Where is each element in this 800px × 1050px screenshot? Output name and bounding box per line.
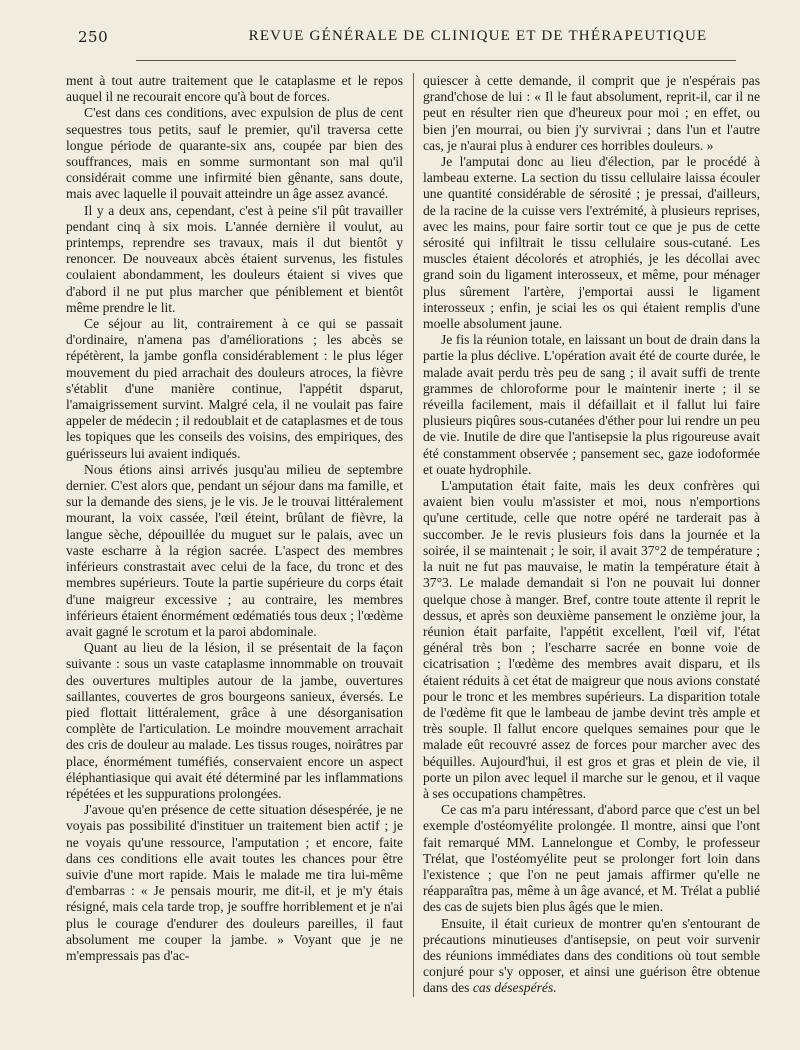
paragraph: Je l'amputai donc au lieu d'élection, par le procédé à lambeau externe. La section du tissu cellulaire laissa écouler une quantité considérable de sérosité ; je pressai, d'ailleurs, de la racine de la cuisse vers l'extrémité, à plusieurs reprises, avec les mains, pour faire sortir tout ce que je pus de cette sérosité qui infiltrait le tissu cellulaire sous-cutané. Les muscles étaient décolorés et atrophiés, je les décollai avec grand soin du ligament interosseux, et même, pour ménager plus sûrement l'artère, j'emportai aussi le ligament interosseux ; enfin, je sciai les os qui étaient remplis d'une moelle absolument jaune. xyxy=(423,154,760,332)
final-paragraph xyxy=(423,916,760,997)
final-paragraph-emphasis: cas désespérés. xyxy=(472,980,557,996)
page-header xyxy=(66,28,760,50)
paragraph: quiescer à cette demande, il comprit que je n'espérais pas grand'chose de lui : « Il le faut absolument, reprit-il, car il ne peut en résulter rien que d'heureux pour moi ; en effet, ou bien j'en mourrai, ou bien j'y survivrai ; dans l'un et l'autre cas, je n'aurai plus à endurer ces horribles douleurs. » xyxy=(423,73,760,153)
right-column xyxy=(413,73,760,997)
text-columns xyxy=(66,73,760,997)
paragraph: L'amputation était faite, mais les deux confrères qui avaient bien voulu m'assister et moi, nous n'emportions qu'une certitude, celle que notre opéré ne tarderait pas à succomber. Je le revis plusieurs fois dans la journée et la soirée, il se maintenait ; le soir, il avait 37°2 de température ; la nuit ne fut pas mauvaise, le matin la température était à 37°3. Le malade demandait si l'on ne pouvait lui donner quelque chose à manger. Bref, contre toute attente il reprit le dessus, et après son deuxième pansement le onzième jour, la réunion était parfaite, l'appétit excellent, l'œil vif, l'état général très bon ; l'escharre sacrée en bonne voie de cicatrisation ; l'œdème des membres avait disparu, et ils étaient réduits à cet état de maigreur que nous avions constaté pour le tronc et les membres supérieurs. La disparition totale de l'œdème fit que le lambeau de jambe devint très ample et très souple. Il fallut encore quelques semaines pour que le malade eût recouvré assez de forces pour marcher avec des béquilles. Aujourd'hui, il est gros et gras et plein de vie, il porte un pilon avec lequel il marche sur le genou, et il vaque à ses occupations champêtres. xyxy=(423,478,760,801)
header-rule xyxy=(136,60,736,61)
final-paragraph-text: Ensuite, il était curieux de montrer qu'en s'entourant de précautions minutieuses d'antisepsie, on peut voir survenir des réunions immédiates dans des conditions où tout semble conjuré pour s'y opposer, et ainsi une guérison être obtenue dans des xyxy=(423,915,760,996)
paragraph: ment à tout autre traitement que le cataplasme et le repos auquel il ne recourait encore qu'à bout de forces. xyxy=(66,73,403,105)
paragraph: Ce cas m'a paru intéressant, d'abord parce que c'est un bel exemple d'ostéomyélite prolongée. Il montre, ainsi que l'ont fait remarqué MM. Lannelongue et Comby, le professeur Trélat, que l'ostéomyélite peut se prolonger fort loin dans l'existence ; que l'on ne peut jamais affirmer qu'elle ne réapparaîtra pas, même à un âge avancé, et M. Trélat a publié des cas de sujets bien plus âgés que le mien. xyxy=(423,802,760,915)
paragraph: J'avoue qu'en présence de cette situation désespérée, je ne voyais pas possibilité d'instituer un traitement bien actif ; je ne voyais qu'une ressource, l'amputation ; et encore, faite dans ces conditions elle avait toutes les chances pour être suivie d'une mort rapide. Mais le malade me tira lui-même d'embarras : « Je pensais mourir, me dit-il, et je m'y étais résigné, mais cela tarde trop, je souffre horriblement et je n'ai plus le courage d'endurer des douleurs pareilles, il faut absolument me couper la jambe. » Voyant que je ne m'empressais pas d'ac- xyxy=(66,802,403,963)
paragraph: C'est dans ces conditions, avec expulsion de plus de cent sequestres tous petits, sauf le premier, qu'il traversa cette longue période de quarante-six ans, coupée par bien des souffrances, mais en somme surmontant son mal qu'il considérait comme une infirmité bien gênante, sans doute, mais avec laquelle il pouvait atteindre un âge assez avancé. xyxy=(66,105,403,202)
left-column xyxy=(66,73,403,997)
running-title: REVUE GÉNÉRALE DE CLINIQUE ET DE THÉRAPEUTIQUE xyxy=(248,28,708,44)
paragraph: Quant au lieu de la lésion, il se présentait de la façon suivante : sous un vaste cataplasme innommable on trouvait des ouvertures multiples autour de la jambe, ouvertures saillantes, couvertes de gros bourgeons sanieux, éversés. Le pied flottait littéralement, grâce à une désorganisation complète de l'articulation. Le moindre mouvement arrachait des cris de douleur au malade. Les tissus rouges, noirâtres par place, énormément tuméfiés, conservaient encore un aspect éléphantiasique qui avait été déterminé par les inflammations répétées et les suppurations prolongées. xyxy=(66,640,403,801)
paragraph: Je fis la réunion totale, en laissant un bout de drain dans la partie la plus déclive. L'opération avait été de courte durée, le malade avait perdu très peu de sang ; il avait suffi de trente grammes de chloroforme pour le maintenir inerte ; il se réveilla facilement, mais il défaillait et il fallut lui faire plusieurs piqûres sous-cutanées d'éther pour lui rendre un peu de vie. Inutile de dire que l'antisepsie la plus rigoureuse avait été constamment observée ; pansement sec, gaze iodoformée et ouate hydrophile. xyxy=(423,332,760,477)
paragraph: Il y a deux ans, cependant, c'est à peine s'il pût travailler pendant cinq à six mois. L'année dernière il voulut, au printemps, reprendre ses travaux, mais il dut bientôt y renoncer. De nouveaux abcès étaient survenus, les fistules coulaient abondamment, les douleurs étaient si vives que d'abord il ne put plus marcher que péniblement et bientôt même prendre le lit. xyxy=(66,202,403,315)
page-number: 250 xyxy=(78,28,109,46)
paragraph: Ce séjour au lit, contrairement à ce qui se passait d'ordinaire, n'amena pas d'améliorations ; les abcès se répétèrent, la jambe gonfla considérablement : le plus léger mouvement du pied arrachait des douleurs atroces, la fièvre s'établit d'une manière continue, l'appétit dsparut, l'amaigrissement survint. Malgré cela, il ne voulait pas faire appeler de médecin ; il redoublait et de cataplasmes et de tous les topiques que les conseils des voisins, des empiriques, des guérisseurs lui avaient indiqués. xyxy=(66,316,403,461)
paragraph: Nous étions ainsi arrivés jusqu'au milieu de septembre dernier. C'est alors que, pendant un séjour dans ma famille, et sur la demande des siens, je le vis. Je le trouvai littéralement mourant, la voix cassée, l'œil éteint, brûlant de fièvre, la langue sèche, dépouillée du muguet sur le palais, avec un vaste escharre à la région sacrée. L'aspect des membres inférieurs constrastait avec celui de la face, du tronc et des membres supérieurs. Toute la partie supérieure du corps était d'une maigreur excessive ; au contraire, les membres inférieurs étaient énormément œdématiés tous deux ; l'œdème avait gagné le scrotum et la paroi abdominale. xyxy=(66,461,403,639)
